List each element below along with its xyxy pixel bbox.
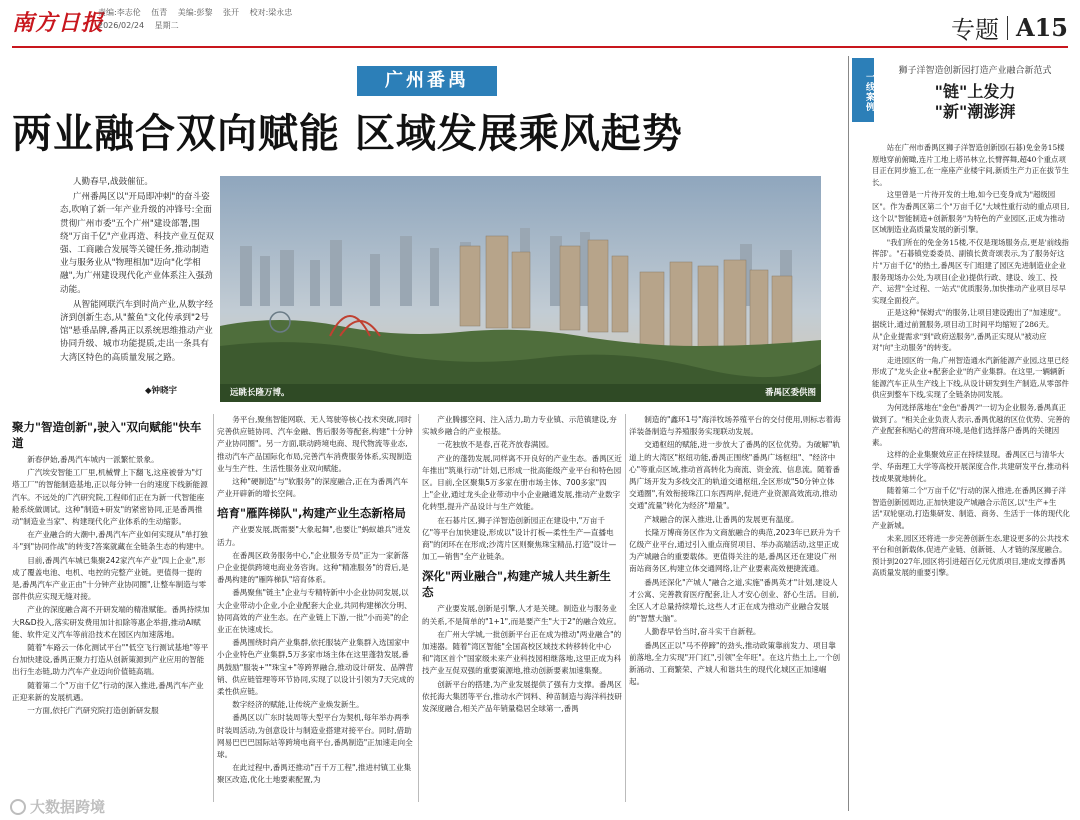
intro-text <box>60 176 215 367</box>
masthead-meta <box>98 6 300 32</box>
body-paragraph: 番禺还深化"产城人"融合之道,实施"番禺英才"计划,建设人才公寓、完善教育医疗配套,让人才安心创业、舒心生活。目前,全区人才总量持续增长,这些人才正在成为推动产业融合发展的"智慧大脑"。 <box>629 577 839 624</box>
sidebar-title-line-2: "新"潮澎湃 <box>934 102 1016 121</box>
photo-credit: 番禺区委供图 <box>765 388 817 398</box>
article-column-4 <box>629 414 841 802</box>
designer-credit: 张开 <box>223 8 240 17</box>
body-paragraph: 在产业融合的大潮中,番禺汽车产业如何实现从"单打独斗"到"协同作战"的转变?答案就藏在全链条生态的构建中。 <box>12 530 209 552</box>
body-paragraph: 数字经济的赋能,让传统产业焕发新生。 <box>232 700 364 710</box>
body-paragraph: 交通枢纽的赋能,进一步放大了番禺的区位优势。为破解"轨道上的大湾区"枢纽功能,番禺正围绕"番禺广场枢纽"、"经济中心"等重点区域,推动首高转化为商流、资金流、信息流。随着番禺广场开发为多线交汇的轨道交通枢纽,全区形成"50分钟立体交通圈",有效衔接珠江口东西两岸,促进产业资源高效流动,推动交通"流量"转化为经济"增量"。 <box>629 440 840 511</box>
designer-credit: 美编:彭黎 <box>177 8 213 17</box>
intro-paragraph: 广州番禺区以"开局即冲刺"的奋斗姿态,吹响了新一年产业升级的冲锋号:全面贯彻广州市委"五个广州"建设部署,围绕"万亩千亿"产业再造、科技产业互促双强、工商融合发展等关键任务,推动制造业与服务业从"物理相加"迈向"化学相融",为广州建设现代化产业体系注入强劲动能。 <box>60 192 215 295</box>
section-divider <box>1007 16 1008 40</box>
masthead-rule <box>12 46 1068 48</box>
article-column-3 <box>422 414 622 802</box>
watermark-logo-icon <box>10 799 26 815</box>
body-paragraph: 目前,番禺汽车城已集聚242家汽车产业"四上企业",形成了覆盖电池、电机、电控的完整产业链。更值得一提的是,番禺汽车产业正由"十分钟产业协同圈",让整车制造与零部件供应实现无缝对接。 <box>12 555 207 602</box>
body-paragraph: 广汽埃安智能工厂里,机械臂上下翻飞,这座被誉为"灯塔工厂"的智能制造基地,正以每分钟一台的速度下线新能源汽车。不远处的广汽研究院,工程师们正在为新一代智能座舱系统做调试。这种"制造+研发"的紧密协同,正是番禺推动"制造业当家"、构建现代化产业体系的生动缩影。 <box>12 468 208 527</box>
sidebar-subtitle: 狮子洋智造创新园打造产业融合新范式 <box>898 66 1052 76</box>
sidebar-paragraph: 随着第二个"万亩千亿"行动的深入推进,在番禺区狮子洋智造创新园周边,正加快建设产城融合示范区,以"生产+生活"双轮驱动,打造集研发、制造、商务、生活于一体的现代化产业新城。 <box>872 486 1070 530</box>
sidebar-paragraph: 站在广州市番禺区狮子洋智造创新园(石碁)免金务15楼原地穿前俯瞰,连片工地上塔吊林立,长臂挥舞,超40个重点项目正在同步施工,在一座座产业楼宇间,新质生产力正在拔节生长。 <box>872 143 1069 187</box>
editor-credit: 伍青 <box>151 8 168 17</box>
column-divider <box>418 414 419 802</box>
body-paragraph: 在此过程中,番禺还推动"百千万工程",推进村镇工业集聚区改造,优化土地要素配置,为 <box>217 763 412 785</box>
proofreader-credit: 校对:梁永忠 <box>249 8 293 17</box>
newspaper-logo: 南方日报 <box>12 10 105 36</box>
sidebar-paragraph: 为何选择落地在"金色"番禺?"一切为企业服务,番禺真正做到了。"相关企业负责人表示,番禺优越的区位优势、完善的产业配套和贴心的营商环境,是他们选择落户番禺的关键因素。 <box>872 403 1070 447</box>
page-label <box>951 10 1068 45</box>
sidebar-paragraph: 走进园区的一角,广州智造通水汽新能源产业园,这里已经形成了"龙头企业+配套企业"的产业集群。在这里,一辆辆新能源汽车正从生产线上下线,从设计研发到生产制造,从零部件供应到整车下线,实现了全链条协同发展。 <box>872 355 1069 400</box>
article-column-1 <box>12 414 210 802</box>
sidebar-title-block <box>880 64 1070 122</box>
body-paragraph: 制造的"鑫环1号"海洋牧场养殖平台的交付使用,则标志着海洋装备制造与养殖服务实现联动发展。 <box>629 415 841 437</box>
body-paragraph: 产业要发展,既需要"大象起舞",也要让"蚂蚁雄兵"迸发活力。 <box>217 525 411 547</box>
body-paragraph: 随着"车路云一体化测试平台""低空飞行测试基地"等平台加快建设,番禺正聚力打造从创新策源到产业应用的智能出行生态链,助力汽车产业迈向价值链高端。 <box>12 643 209 677</box>
body-paragraph: 创新平台的搭建,为产业发展提供了强有力支撑。番禺区依托海大集团等平台,推动水产饲料、种苗制造与海洋科技研发深度融合,相关产品年销量稳居全球第一,番禺 <box>422 679 622 714</box>
byline: ◆钟晓宇 <box>145 386 178 396</box>
skyline-illustration <box>220 176 821 402</box>
body-paragraph: 番禺区正以"马不停蹄"的劲头,推动政策靠前发力、项目靠前落地,全力实现"开门红",引领"全年旺"。在这片热土上,一个创新涌动、工商繁荣、产城人和谐共生的现代化城区正加速崛起。 <box>629 640 841 687</box>
body-paragraph: 产业要发展,创新是引擎,人才是关键。制造业与服务业的关系,不是简单的"1+1",而是要产生"大于2"的融合效应。 <box>422 604 622 626</box>
sidebar-paragraph: "我们所在的免金务15楼,不仅是现场服务点,更是'前线指挥部'。"石碁镇党委委员、副镇长黄奇颂表示,为了服务好这片"万亩千亿"的热土,番禺区专门组建了园区先进制造业企业服务现场办公处,为项目(企业)提供行政、建设、竣工、投产、运营"全过程、一站式"优质服务,加快推动产业项目尽早实现全面投产。 <box>872 237 1069 305</box>
body-paragraph: 在番禺区政务服务中心,"企业服务专员"正为一家新落户企业提供跨境电商业务咨询。这种"精准服务"的背后,是番禺构建的"雁阵梯队"培育体系。 <box>217 550 409 585</box>
kicker-badge: 广州番禺 <box>357 66 497 96</box>
body-paragraph: 新春伊始,番禺汽车城内一派繁忙景象。 <box>27 455 159 464</box>
body-paragraph: 长隆万博商务区作为文商旅融合的典范,2023年已跃升为千亿级产业平台,通过引入重点商贸项目、举办高端活动,这里正成为产城融合的重要载体。更值得关注的是,番禺区还在建设广州南站商务区,构建立体交通网络,让产业要素高效便捷流通。 <box>629 527 841 574</box>
intro-paragraph: 人勤春早,战鼓催征。 <box>72 177 153 187</box>
body-paragraph: 番禺聚焦"链主"企业与专精特新中小企业协同发展,以大企业带动小企业,小企业配套大企业,共同构建梯次分明、协同高效的产业生态。在产业链上下游,一批"小而美"的企业正在快速成长。 <box>217 588 412 635</box>
body-paragraph: 随着第二个"万亩千亿"行动的深入推进,番禺汽车产业正迎来新的发展机遇。 <box>12 680 204 702</box>
page-title: 两业融合双向赋能 区域发展乘风起势 <box>12 110 683 157</box>
section-heading: 聚力"智造创新",驶入"双向赋能"快车道 <box>12 420 202 450</box>
article-column-2 <box>217 414 415 802</box>
sidebar-tag: 一线案例 <box>852 58 874 122</box>
watermark <box>10 796 105 817</box>
sidebar-divider <box>848 56 849 811</box>
body-paragraph: 在广州大学城,一批创新平台正在成为推动"两业融合"的加速器。随着"湾区智能"全国高校区域技术转移转化中心和"湾区首个"国家级未来产业科技园相继落地,这里正成为科技产业互促双强的重要策源地,推动创新要素加速集聚。 <box>422 629 622 676</box>
sidebar-title-line-1: "链"上发力 <box>934 82 1016 101</box>
body-paragraph: 番禺围绕时尚产业集群,依托服装产业集群入选国家中小企业特色产业集群,5万多家市场主体在这里蓬勃发展,番禺鼓励"服装+""珠宝+"等跨界融合,推动设计研发、品牌营销、供应链管理等环节协同,实现了以设计引领为7天完成的柔性供应链。 <box>217 638 415 697</box>
photo-caption: 远眺长隆万博。 <box>230 388 290 398</box>
section-heading: 培育"雁阵梯队",构建产业生态新格局 <box>217 506 406 521</box>
body-paragraph: 人勤春早恰当时,奋斗实干自新程。 <box>644 627 761 637</box>
body-paragraph: 产业腾挪空间、注入活力,助力专业镇、示范镇建设,夯实城乡融合的产业根基。 <box>422 415 617 437</box>
body-paragraph: 番禺区以广东时装周等大型平台为契机,每年举办两季时装周活动,为创意设计与制造业搭建对接平台。同时,借助网易巴巴巴国际站等跨境电商平台,番禺制造"正加速走向全球。 <box>217 713 413 760</box>
watermark-text: 大数据跨境 <box>30 798 106 816</box>
page-number: A15 <box>1015 13 1068 42</box>
body-paragraph: 在石碁片区,狮子洋智造创新园正在建设中,"万亩千亿"等平台加快建设,形成以"设计打板—柔性生产—直播电商"的闭环在在形成;沙湾片区则聚焦珠宝精品,打造"设计—加工—销售"全产业链条。 <box>422 515 617 562</box>
sidebar-paragraph: 这里曾是一片待开发的土地,如今已变身成为"超级园区"。作为番禺区第二个"万亩千亿"大域性重行动的重点项目,这个以"智能制造+创新服务"为特色的产业园区,正成为推动区域制造业高质量发展的新引擎。 <box>872 190 1070 235</box>
editor-credit: 责编:李志伦 <box>98 8 141 17</box>
section-heading: 深化"两业融合",构建产城人共生新生态 <box>422 569 611 600</box>
city-skyline-photo <box>220 176 821 402</box>
column-divider <box>213 414 214 802</box>
body-paragraph: 产业的蓬勃发展,同样离不开良好的产业生态。番禺区近年推出"筑巢行动"计划,已形成一批高能级产业平台和特色园区。目前,全区聚集5万多家在册市场主体、700多家"四上"企业,通过龙头企业带动中小企业融通发展,推动产业数字化转型,提升产品设计与生产效能。 <box>422 453 622 512</box>
issue-weekday: 星期二 <box>154 21 179 30</box>
sidebar-paragraph: 这样的企业集聚效应正在持续显现。番禺区已与清华大学、华南理工大学等高校开展深度合作,共建研发平台,推动科技成果就地转化。 <box>872 450 1069 483</box>
intro-paragraph: 从智能网联汽车到时尚产业,从数字经济到创新生态,从"鳌鱼"文化传承到"2号馆"悬垂品牌,番禺正以系统思维推动产业协同升级、城市功能提质,走出一条具有大湾区特色的高质量发展之路。 <box>60 299 214 363</box>
sidebar-paragraph: 未来,园区还将进一步完善创新生态,建设更多的公共技术平台和创新载体,促进产业链、创新链、人才链的深度融合。预计到2027年,园区将引进超百亿元优质项目,建成支撑番禺高质量发展的重要引擎。 <box>872 533 1069 578</box>
section-name: 专题 <box>950 16 999 44</box>
body-paragraph: 这种"硬制造"与"软服务"的深度融合,正在为番禺汽车产业开辟新的增长空间。 <box>217 477 409 499</box>
body-paragraph: 务平台,聚焦智能网联、无人驾驶等核心技术突破,同时完善供应链协同、汽车金融、售后服务等配套,构建"十分钟产业协同圈"。另一方面,联动跨境电商、现代物流等业态,推动汽车产品国际化布局,完善汽车消费服务体系,实现制造业与生产性、生活性服务业双向赋能。 <box>217 415 413 473</box>
issue-date: 2026/02/24 <box>98 21 145 30</box>
body-paragraph: 一方面,依托广汽研究院打造创新研发服 <box>27 706 159 716</box>
sidebar-paragraph: 正是这种"保姆式"的服务,让项目建设跑出了"加速度"。据统计,通过前置服务,项目动工时间平均缩短了286天。从"企业提需求"到"政府送服务",番禺正实现从"被动应对"向"主动服务"的转变。 <box>872 308 1066 353</box>
column-divider <box>625 414 626 802</box>
body-paragraph: 一花独放不是春,百花齐放春满园。 <box>437 440 554 450</box>
body-paragraph: 产业的深度融合离不开研发端的精准赋能。番禺持续加大R&D投入,落实研发费用加计扣除等惠企举措,推动AI赋能、软件定义汽车等前沿技术在园区内加速落地。 <box>12 605 210 639</box>
body-paragraph: 产城融合的深入推进,让番禺的发展更有温度。 <box>644 514 799 524</box>
sidebar-article <box>872 142 1070 802</box>
